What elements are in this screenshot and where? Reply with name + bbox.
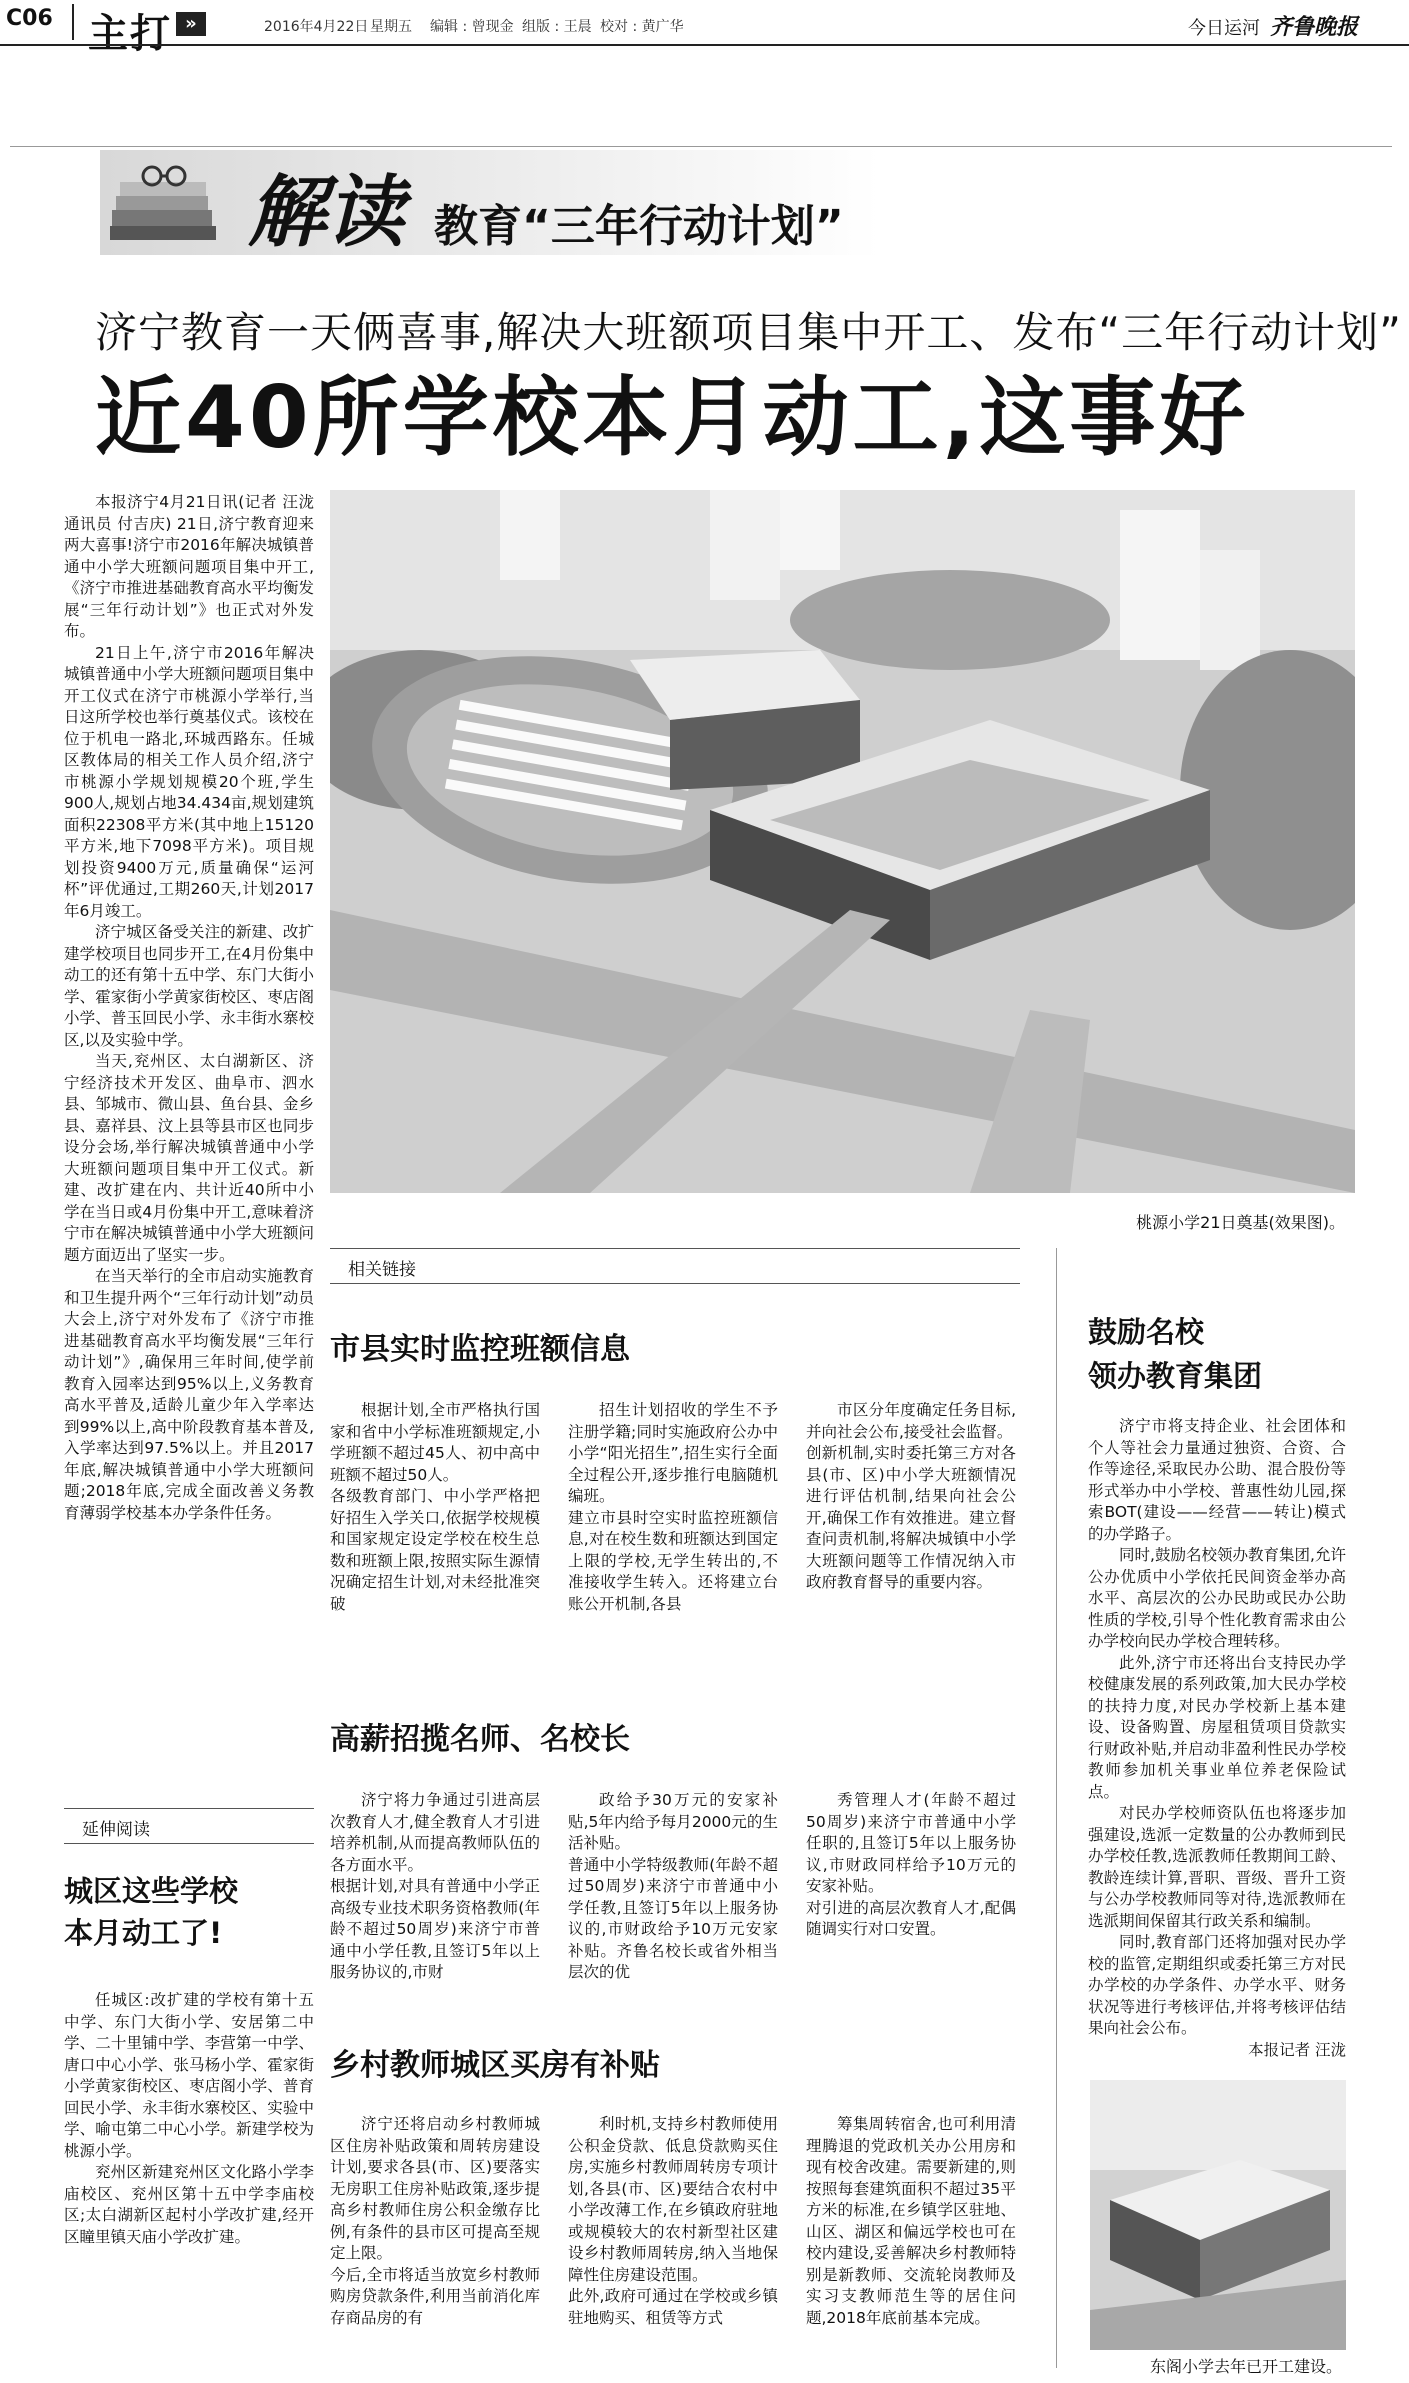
extended-article <box>64 1990 314 2370</box>
section3-title: 乡村教师城区买房有补贴 <box>330 2048 660 2083</box>
sub-headline: 济宁教育一天俩喜事,解决大班额项目集中开工、发布“三年行动计划” <box>95 308 1402 357</box>
right-box-paragraph: 对民办学校师资队伍也将逐步加强建设,选派一定数量的公办教师到民办学校任教,选派教师任教期间工龄、教龄连续计算,晋职、晋级、晋升工资与公办学校教师同等对待,选派教师在选派期间保留其行政关系和编制。 <box>1088 1804 1346 1930</box>
right-box-paragraph: 同时,教育部门还将加强对民办学校的监管,定期组织或委托第三方对民办学校的办学条件、办学水平、财务状况等进行考核评估,并将考核评估结果向社会公布。 <box>1088 1933 1346 2036</box>
section1-title: 市县实时监控班额信息 <box>330 1332 630 1367</box>
right-box-title <box>1088 1310 1262 1398</box>
section3-col2: 利时机,支持乡村教师使用公积金贷款、低息贷款购买住房,实施乡村教师周转房专项计划,各县(市、区)要结合农村中小学改薄工作,在乡镇政府驻地或规模较大的农村新型社区建设乡村教师周转房,纳入当地保障性住房建设范围。 此外,政府可通过在学校或乡镇驻地购买、租赁等方式 <box>568 2115 778 2327</box>
extended-title-line: 本月动工了! <box>64 1916 223 1950</box>
extended-reading-tag: 延伸阅读 <box>82 1820 150 1840</box>
section1-col1: 根据计划,全市严格执行国家和省中小学标准班额规定,小学班额不超过45人、初中高中班额不超过50人。 各级教育部门、中小学严格把好招生入学关口,依据学校规模和国家规定设定学校在校生总数和班额上限,按照实际生源情况确定招生计划,对未经批准突破 <box>330 1401 540 1613</box>
section2-col3: 秀管理人才(年龄不超过50周岁)来济宁市普通中小学任职的,且签订5年以上服务协议,市财政同样给予10万元的安家补贴。 对引进的高层次教育人才,配偶随调实行对口安置。 <box>806 1791 1016 1938</box>
header-rule <box>0 44 1409 46</box>
banner-top-rule <box>10 146 1392 147</box>
section2-col1: 济宁将力争通过引进高层次教育人才,健全教育人才引进培养机制,从而提高教师队伍的各方面水平。 根据计划,对具有普通中小学正高级专业技术职务资格教师(年龄不超过50周岁)来济宁市普通中小学任教,且签订5年以上服务协议的,市财 <box>330 1791 540 1981</box>
section3-col3: 筹集周转宿舍,也可利用清理腾退的党政机关办公用房和现有校舍改建。需要新建的,则按照每套建筑面积不超过35平方米的标准,在乡镇学区驻地、山区、湖区和偏远学校也可在校内建设,妥善解决乡村教师特别是新教师、交流轮岗教师及实习支教师范生等的居住问题,2018年底前基本完成。 <box>806 2115 1016 2327</box>
extended-title <box>64 1870 238 1954</box>
newspaper-logo: 齐鲁晚报 <box>1270 14 1359 40</box>
lead-paragraph: 在当天举行的全市启动实施教育和卫生提升两个“三年行动计划”动员大会上,济宁对外发布了《济宁市推进基础教育高水平均衡发展“三年行动计划”》,确保用三年时间,使学前教育入园率达到95%以上,义务教育高水平普及,适龄儿童少年入学率达到99%以上,高中阶段教育基本普及,入学率达到97.5%以上。并且2017年底,解决城镇普通中小学大班额问题;2018年底,完成全面改善义务教育薄弱学校基本办学条件任务。 <box>64 1267 314 1522</box>
extended-reading-tagbar <box>64 1808 314 1844</box>
section2-col2: 政给予30万元的安家补贴,5年内给予每月2000元的生活补贴。 普通中小学特级教师(年龄不超过50周岁)来济宁市普通中小学任教,且签订5年以上服务协议的,市财政给予10万元安家补贴。齐鲁名校长或省外相当层次的优 <box>568 1791 778 1981</box>
section2-title: 高薪招揽名师、名校长 <box>330 1722 630 1757</box>
banner-big-title: 解读 <box>248 167 405 258</box>
extended-title-line: 城区这些学校 <box>64 1874 239 1908</box>
issue-date: 2016年4月22日 <box>264 19 369 35</box>
books-glasses-icon <box>104 158 224 248</box>
right-box-paragraph: 此外,济宁市还将出台支持民办学校健康发展的系列政策,加大民办学校的扶持力度,对民办学校新上基本建设、设备购置、房屋租赁项目贷款实行财政补贴,并启动非盈利性民办学校教师参加机关事业单位养老保险试点。 <box>1088 1653 1346 1801</box>
editor-credit: 编辑 : 曾现金 <box>430 19 514 35</box>
campus-illustration <box>330 490 1355 1193</box>
right-box-title-line: 领办教育集团 <box>1088 1359 1263 1393</box>
proof-credit: 校对 : 黄广华 <box>600 19 684 35</box>
column-divider <box>1056 1248 1057 2368</box>
section3-col1: 济宁还将启动乡村教师城区住房补贴政策和周转房建设计划,要求各县(市、区)要落实无房职工住房补贴政策,逐步提高乡村教师住房公积金缴存比例,有条件的县市区可提高至规定上限。 今后,全市将适当放宽乡村教师购房贷款条件,利用当前消化库存商品房的有 <box>330 2115 540 2327</box>
campus-photo-caption: 东阁小学去年已开工建设。 <box>1150 2357 1343 2376</box>
extended-paragraph: 任城区:改扩建的学校有第十五中学、东门大街小学、安居第二中学、二十里铺中学、李营第一中学、唐口中心小学、张马杨小学、霍家街小学黄家街校区、枣店阁小学、普育回民小学、永丰街水寨校区、实验中学、喻屯第二中心小学。新建学校为桃源小学。 <box>64 1991 314 2160</box>
lead-paragraph: 当天,兖州区、太白湖新区、济宁经济技术开发区、曲阜市、泗水县、邹城市、微山县、鱼台县、金乡县、嘉祥县、汶上县等县市区也同步设分会场,举行解决城镇普通中小学大班额问题项目集中开工仪式。新建、改扩建在内、共计近40所中小学在当日或4月份集中开工,意味着济宁市在解决城镇普通中小学大班额问题方面迈出了坚实一步。 <box>64 1052 314 1264</box>
lead-paragraph: 21日上午,济宁市2016年解决城镇普通中小学大班额问题项目集中开工仪式在济宁市桃源小学举行,当日这所学校也举行奠基仪式。该校在位于机电一路北,环城西路东。任城区教体局的相关工作人员介绍,济宁市桃源小学规划规模20个班,学生900人,规划占地34.434亩,规划建筑面积22308平方米(其中地上15120平方米,地下7098平方米)。项目规划投资9400万元,质量确保“运河杯”评优通过,工期260天,计划2017年6月竣工。 <box>64 643 314 920</box>
chevron-right-icon: » <box>176 12 206 36</box>
lead-paragraph: 本报济宁4月21日讯(记者 汪泷 通讯员 付吉庆) 21日,济宁教育迎来两大喜事!济宁市2016年解决城镇普通中小学大班额问题项目集中开工,《济宁市推进基础教育高水平均衡发展“三年行动计划”》也正式对外发布。 <box>64 493 314 640</box>
building-illustration <box>1090 2080 1346 2350</box>
column-name: 今日运河 <box>1188 18 1260 39</box>
right-box-article <box>1088 1416 1346 2036</box>
right-box-byline: 本报记者 汪泷 <box>1248 2041 1346 2059</box>
extended-paragraph: 兖州区新建兖州区文化路小学李庙校区、兖州区第十五中学李庙校区;太白湖新区起村小学改扩建,经开区瞳里镇天庙小学改扩建。 <box>64 2163 314 2246</box>
issue-weekday: 星期五 <box>370 19 412 35</box>
related-link-tag: 相关链接 <box>348 1260 416 1280</box>
section-name: 主打 <box>88 11 172 57</box>
section1-col2: 招生计划招收的学生不予注册学籍;同时实施政府公办中小学“阳光招生”,招生实行全面全过程公开,逐步推行电脑随机编班。 建立市县时空实时监控班额信息,对在校生数和班额达到国定上限的学校,无学生转出的,不准接收学生转入。还将建立台账公开机制,各县 <box>568 1401 778 1613</box>
campus-photo <box>1090 2080 1346 2350</box>
school-rendering-image <box>330 490 1355 1193</box>
header-divider <box>72 4 74 40</box>
right-box-paragraph: 济宁市将支持企业、社会团体和个人等社会力量通过独资、合资、合作等途径,采取民办公助、混合股份等形式举办中小学校、普惠性幼儿园,探索BOT(建设——经营——转让)模式的办学路子。 <box>1088 1417 1346 1543</box>
right-box-paragraph: 同时,鼓励名校领办教育集团,允许公办优质中小学依托民间资金举办高水平、高层次的公办民助或民办公助性质的学校,引导个性化教育需求由公办学校向民办学校合理转移。 <box>1088 1546 1346 1650</box>
layout-credit: 组版 : 王晨 <box>522 19 592 35</box>
main-headline: 近40所学校本月动工,这事好 <box>95 368 1250 468</box>
page-number: C06 <box>6 6 53 31</box>
photo-caption: 桃源小学21日奠基(效果图)。 <box>1136 1213 1345 1232</box>
section1-col3: 市区分年度确定任务目标,并向社会公布,接受社会监督。 创新机制,实时委托第三方对各县(市、区)中小学大班额情况进行评估机制,结果向社会公开,确保工作有效推进。建立督查问责机制,将解决城镇中小学大班额问题等工作情况纳入市政府教育督导的重要内容。 <box>806 1401 1016 1591</box>
related-link-tagbar <box>330 1248 1020 1284</box>
banner-title: 教育“三年行动计划” <box>434 201 844 252</box>
lead-article <box>64 492 314 1782</box>
lead-paragraph: 济宁城区备受关注的新建、改扩建学校项目也同步开工,在4月份集中动工的还有第十五中学、东门大街小学、霍家街小学黄家街校区、枣店阁小学、普玉回民小学、永丰街水寨校区,以及实验中学。 <box>64 923 314 1049</box>
right-box-title-line: 鼓励名校 <box>1088 1315 1205 1349</box>
